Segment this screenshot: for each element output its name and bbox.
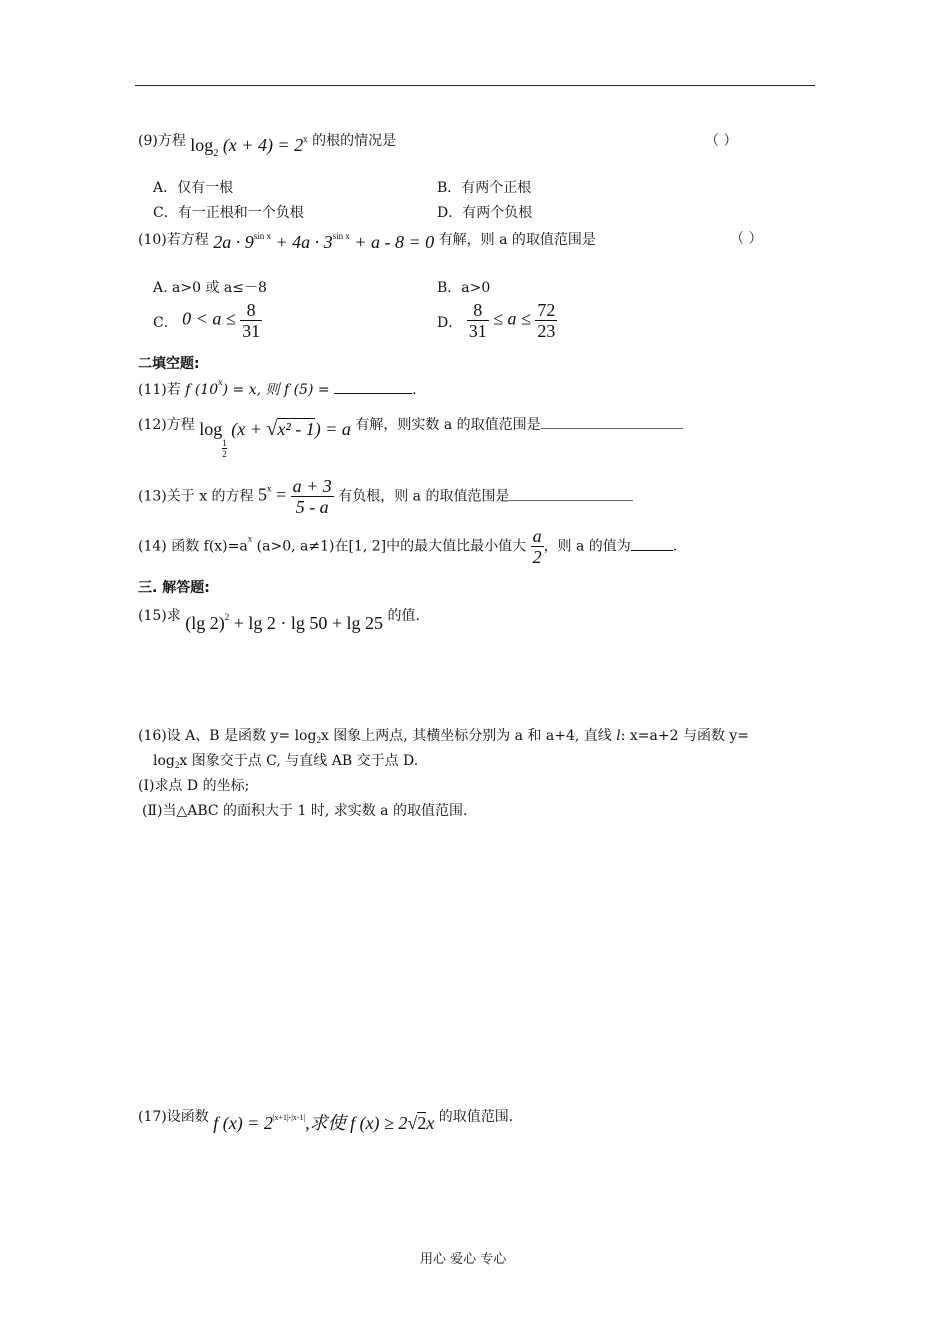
exponent: x — [218, 377, 223, 387]
log-symbol: log — [199, 419, 223, 439]
numerator: 8 — [240, 300, 262, 321]
sqrt-icon: √ — [266, 418, 278, 440]
term-1: 2a · 9 — [213, 232, 254, 252]
option-9c: C．有一正根和一个负根 — [153, 205, 304, 221]
option-10a: A. a>0 或 a≤－8 — [153, 280, 267, 296]
denominator: 2 — [532, 547, 542, 567]
denominator: 5 - a — [295, 497, 329, 517]
denominator: 23 — [537, 321, 556, 341]
denominator: 31 — [468, 321, 487, 341]
question-16-line-2 — [153, 750, 418, 770]
equation-pre: (x + — [231, 419, 267, 439]
question-14 — [138, 526, 677, 567]
text: x 图象上两点, 其横坐标分别为 a 和 a+4, 直线 — [320, 728, 617, 744]
denominator: 2 — [222, 449, 227, 459]
question-10-equation — [213, 232, 438, 252]
line-symbol: l — [616, 728, 621, 744]
answer-bracket-10: （ ） — [730, 231, 763, 247]
variable: x — [426, 1113, 435, 1133]
answer-blank-14[interactable] — [631, 550, 673, 551]
question-9-suffix: 的根的情况是 — [312, 133, 397, 149]
option-9b: B．有两个正根 — [437, 180, 532, 196]
question-14-suffix: ，则 a 的值为 — [543, 538, 631, 555]
question-11-body: f (10 — [185, 382, 219, 398]
exponent: x — [247, 533, 253, 544]
denominator: 31 — [242, 321, 261, 341]
log-base: 2 — [316, 735, 321, 745]
exponent-2: sin x — [332, 231, 350, 241]
page-footer: 用心 爱心 专心 — [420, 1252, 507, 1267]
question-13 — [138, 476, 633, 517]
text: log — [153, 753, 175, 769]
period: . — [672, 538, 678, 555]
fraction — [531, 526, 544, 567]
term-2: + lg 2 · lg 50 + lg 25 — [229, 613, 384, 633]
question-16-part-2: (Ⅱ)当△ABC 的面积大于 1 时, 求实数 a 的取值范围. — [142, 803, 468, 819]
question-14-text-2: (a>0, a≠1)在[1, 2]中的最大值比最小值大 — [252, 538, 527, 555]
fraction — [535, 300, 557, 341]
question-16-part-1: (Ⅰ)求点 D 的坐标; — [138, 778, 250, 794]
text: x 图象交于点 C, 与直线 AB 交于点 D. — [179, 753, 419, 769]
question-10 — [138, 227, 596, 252]
question-12-suffix: 有解，则实数 a 的取值范围是 — [355, 417, 541, 433]
fraction — [467, 300, 489, 341]
answer-blank-12[interactable] — [541, 428, 683, 429]
question-17-suffix: 的取值范围. — [438, 1109, 514, 1125]
question-12 — [138, 412, 683, 459]
option-10b: B．a>0 — [437, 280, 491, 296]
question-15-expression — [185, 613, 383, 633]
question-15-suffix: 的值. — [387, 608, 420, 624]
option-10c-label: C． — [153, 314, 178, 331]
text: : x=a+2 与函数 y= — [620, 728, 750, 744]
question-10-label: (10)若方程 — [138, 232, 209, 248]
exponent: 2 — [224, 612, 230, 622]
numerator: 1 — [222, 438, 227, 448]
question-15-label: (15)求 — [138, 608, 181, 624]
term-3: + a - 8 = 0 — [349, 232, 435, 252]
numerator: 72 — [537, 300, 556, 320]
option-10d-label: D． — [437, 314, 463, 331]
log-base-fraction — [222, 438, 227, 459]
section-heading-fill-in: 二填空题: — [138, 356, 200, 372]
question-9 — [138, 128, 397, 159]
exponent-1: sin x — [253, 231, 271, 241]
question-13-suffix: 有负根，则 a 的取值范围是 — [338, 488, 510, 505]
question-11 — [138, 377, 417, 399]
term-1: (lg 2) — [185, 613, 225, 633]
equation-body: (x + 4) = 2 — [222, 135, 304, 155]
question-12-label: (12)方程 — [138, 417, 195, 433]
option-10d-inequality: ≤ a ≤ — [493, 308, 531, 329]
answer-bracket-9: （ ） — [705, 133, 738, 149]
function-def: f (x) = 2 — [213, 1113, 273, 1133]
numerator: a + 3 — [292, 476, 332, 496]
log-symbol: log — [190, 135, 214, 155]
answer-blank-13[interactable] — [509, 500, 633, 501]
question-17-label: (17)设函数 — [138, 1109, 209, 1125]
question-14-text: (14) 函数 f(x)=a — [138, 538, 248, 555]
header-rule — [135, 85, 815, 86]
exponent: |x+1|-|x-1| — [272, 1113, 306, 1122]
text: (16)设 A、B 是函数 y= log — [138, 728, 317, 744]
question-9-label: (9)方程 — [138, 133, 186, 149]
fraction — [291, 476, 334, 517]
question-11-body-2: ) = x, 则 f (5) = — [222, 382, 335, 398]
inequality: ,求使 f (x) ≥ 2 — [305, 1113, 408, 1133]
question-11-label: (11)若 — [138, 382, 181, 398]
exponent: x — [267, 483, 272, 494]
numerator: a — [532, 526, 542, 546]
equals-sign: = — [271, 484, 287, 505]
radicand: x² - 1 — [277, 419, 315, 439]
option-10c — [153, 300, 262, 341]
term-2: + 4a · 3 — [270, 232, 333, 252]
option-10c-inequality: 0 < a ≤ — [182, 308, 236, 329]
exponent: x — [303, 134, 308, 144]
question-13-label: (13)关于 x 的方程 — [138, 488, 254, 505]
question-10-suffix: 有解，则 a 的取值范围是 — [438, 232, 596, 248]
question-9-equation — [190, 134, 312, 159]
question-16-line-1 — [138, 725, 749, 745]
answer-blank-11[interactable] — [334, 393, 412, 394]
option-10d — [437, 300, 557, 341]
sqrt-icon: √ — [407, 1113, 418, 1133]
question-15 — [138, 603, 420, 633]
question-17 — [138, 1101, 514, 1133]
log-base: 2 — [174, 760, 180, 770]
fraction — [240, 300, 262, 341]
numerator: 8 — [467, 300, 489, 321]
question-17-expression — [213, 1113, 434, 1133]
option-9a: A．仅有一根 — [153, 180, 234, 196]
period: . — [412, 382, 417, 398]
section-heading-solve: 三. 解答题: — [138, 580, 210, 596]
log-base: 2 — [213, 148, 219, 159]
question-12-equation — [199, 418, 355, 459]
option-9d: D．有两个负根 — [437, 205, 533, 221]
base: 5 — [258, 484, 267, 505]
equation-post: ) = a — [314, 419, 351, 439]
radicand: 2 — [417, 1113, 427, 1133]
